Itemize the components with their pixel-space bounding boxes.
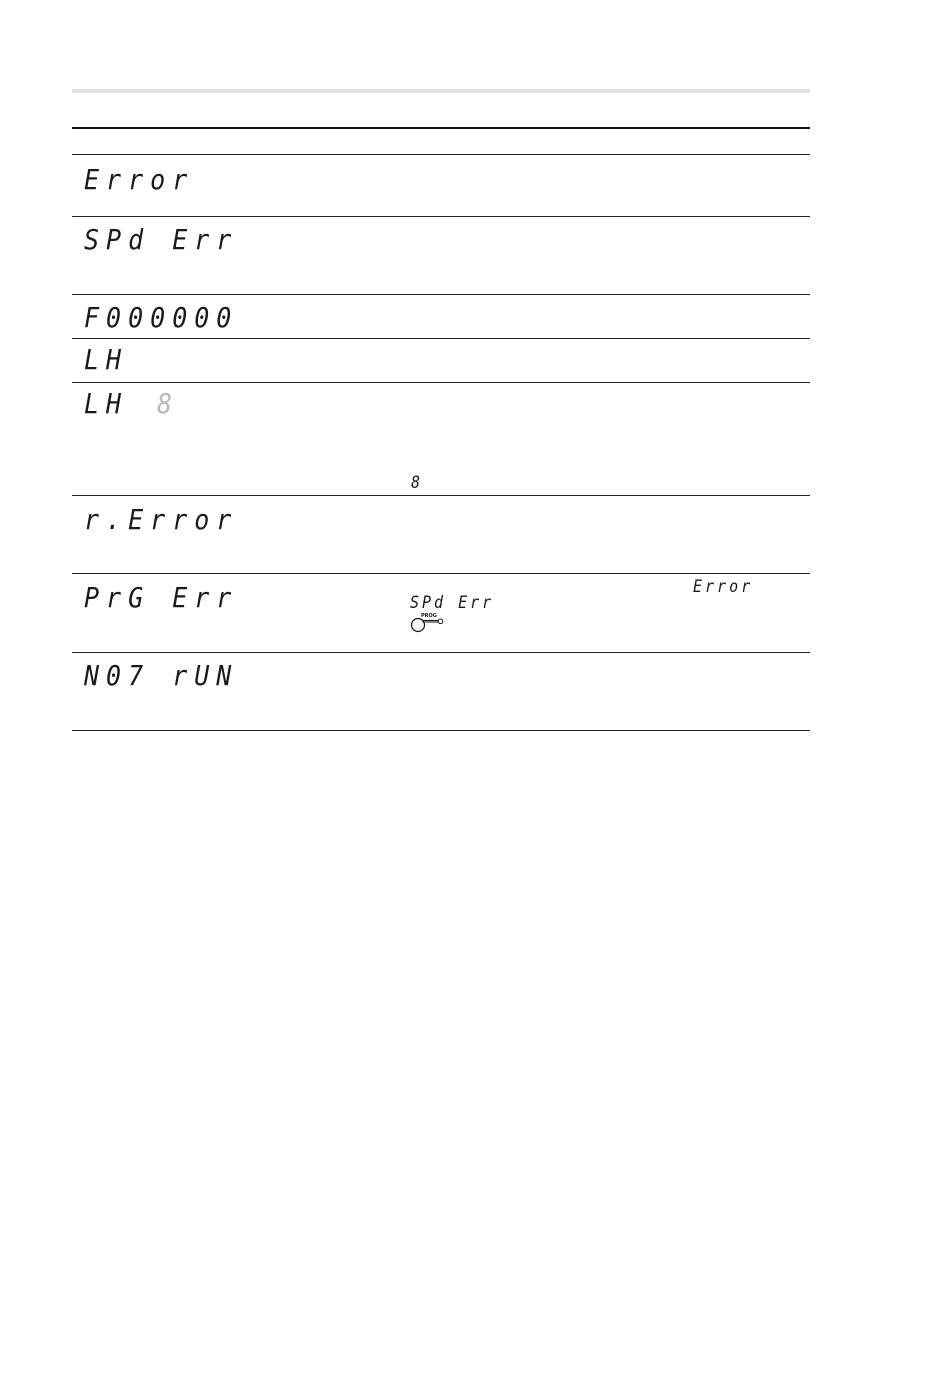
- row-divider: [72, 216, 810, 217]
- lcd-inline-spd-err: SPd Err: [410, 592, 495, 613]
- lcd-code-error: Error: [84, 163, 195, 196]
- lcd-code-lh: LH: [84, 343, 129, 376]
- top-rule: [72, 89, 810, 93]
- lcd-code-prg-err: PrG Err: [84, 581, 239, 614]
- table-bottom-rule: [72, 730, 810, 731]
- row-divider: [72, 652, 810, 653]
- lcd-inline-digit: 8: [411, 472, 424, 493]
- lcd-ghost-digit: 8: [157, 387, 180, 420]
- lcd-code-lh-digit: LH: [84, 387, 129, 420]
- row-divider: [72, 495, 810, 496]
- table-top-rule: [72, 127, 810, 129]
- prog-label: PROG: [421, 613, 437, 619]
- lcd-code-spd-err: SPd Err: [84, 223, 239, 256]
- lcd-inline-error: Error: [693, 576, 754, 597]
- lcd-code-not-run: N07 rUN: [84, 659, 239, 692]
- row-divider: [72, 382, 810, 383]
- row-divider: [72, 573, 810, 574]
- row-divider: [72, 294, 810, 295]
- lcd-code-r-error: r.Error: [84, 503, 239, 536]
- table-header-rule: [72, 154, 810, 155]
- row-divider: [72, 338, 810, 339]
- lcd-code-f000000: F000000: [84, 301, 239, 334]
- prog-knob-icon: [410, 611, 446, 633]
